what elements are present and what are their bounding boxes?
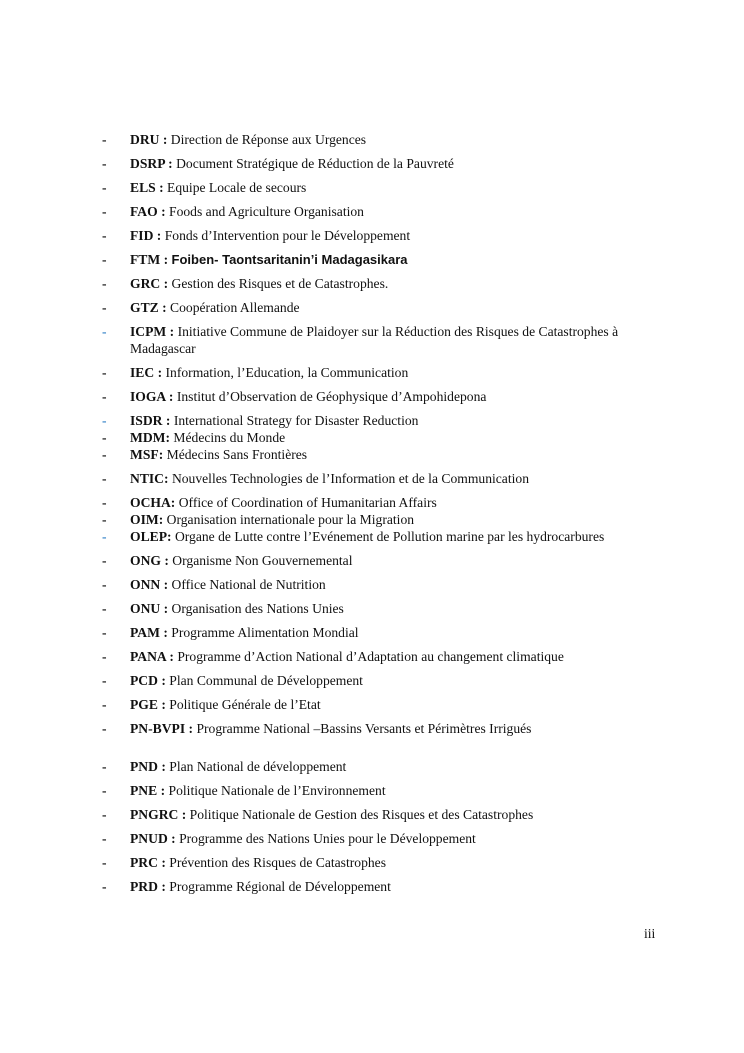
acronym: PNE : bbox=[130, 783, 166, 798]
definition: Médecins du Monde bbox=[173, 430, 286, 445]
acronym: PRC : bbox=[130, 855, 166, 870]
acronym: ONG : bbox=[130, 553, 169, 568]
acronym: GRC : bbox=[130, 276, 169, 291]
bullet-dash: - bbox=[102, 204, 107, 219]
bullet-dash: - bbox=[102, 625, 107, 640]
acronym: FID : bbox=[130, 228, 162, 243]
acronym: MDM: bbox=[130, 430, 171, 445]
acronym: MSF: bbox=[130, 447, 164, 462]
definition: Foiben- Taontsaritanin’i Madagasikara bbox=[171, 252, 408, 267]
acronym: PANA : bbox=[130, 649, 174, 664]
definition: Institut d’Observation de Géophysique d’Ampohidepona bbox=[176, 389, 487, 404]
definition: Organisation des Nations Unies bbox=[171, 601, 344, 616]
definition: Foods and Agriculture Organisation bbox=[169, 204, 364, 219]
acronym: ONN : bbox=[130, 577, 169, 592]
bullet-dash: - bbox=[102, 855, 107, 870]
definition: Document Stratégique de Réduction de la Pauvreté bbox=[176, 156, 454, 171]
definition: Programme d’Action National d’Adaptation au changement climatique bbox=[177, 649, 564, 664]
bullet-dash: - bbox=[102, 413, 107, 428]
bullet-dash: - bbox=[102, 471, 107, 486]
bullet-dash: - bbox=[102, 529, 107, 544]
bullet-dash: - bbox=[102, 831, 107, 846]
acronym: DSRP : bbox=[130, 156, 173, 171]
acronym: PND : bbox=[130, 759, 166, 774]
definition: Coopération Allemande bbox=[170, 300, 300, 315]
acronym: FTM : bbox=[130, 252, 169, 267]
bullet-dash: - bbox=[102, 807, 107, 822]
acronym: ICPM : bbox=[130, 324, 175, 339]
acronym: OIM: bbox=[130, 512, 164, 527]
definition: Initiative Commune de Plaidoyer sur la Réduction des Risques de Catastrophes à Madagascar bbox=[130, 324, 619, 356]
acronym: PRD : bbox=[130, 879, 166, 894]
bullet-dash: - bbox=[102, 759, 107, 774]
definition: Fonds d’Intervention pour le Développement bbox=[164, 228, 411, 243]
bullet-dash: - bbox=[102, 365, 107, 380]
bullet-dash: - bbox=[102, 553, 107, 568]
definition: Programme Alimentation Mondial bbox=[171, 625, 359, 640]
definition: Programme Régional de Développement bbox=[169, 879, 391, 894]
bullet-dash: - bbox=[102, 577, 107, 592]
bullet-dash: - bbox=[102, 228, 107, 243]
acronym: PNGRC : bbox=[130, 807, 187, 822]
definition: Office National de Nutrition bbox=[171, 577, 326, 592]
definition: Politique Nationale de Gestion des Risques et des Catastrophes bbox=[189, 807, 534, 822]
bullet-dash: - bbox=[102, 721, 107, 736]
definition: Prévention des Risques de Catastrophes bbox=[169, 855, 386, 870]
definition: Politique Nationale de l’Environnement bbox=[168, 783, 386, 798]
definition: Médecins Sans Frontières bbox=[166, 447, 308, 462]
definition: Politique Générale de l’Etat bbox=[169, 697, 321, 712]
bullet-dash: - bbox=[102, 673, 107, 688]
bullet-dash: - bbox=[102, 649, 107, 664]
acronym: PCD : bbox=[130, 673, 166, 688]
bullet-dash: - bbox=[102, 389, 107, 404]
definition: Plan Communal de Développement bbox=[169, 673, 363, 688]
acronym: PNUD : bbox=[130, 831, 176, 846]
bullet-dash: - bbox=[102, 783, 107, 798]
definition: Organe de Lutte contre l’Evénement de Pollution marine par les hydrocarbures bbox=[174, 529, 605, 544]
bullet-dash: - bbox=[102, 697, 107, 712]
acronym: ELS : bbox=[130, 180, 164, 195]
acronym: FAO : bbox=[130, 204, 166, 219]
acronym: ISDR : bbox=[130, 413, 171, 428]
definition: Organisation internationale pour la Migration bbox=[166, 512, 415, 527]
acronym: IEC : bbox=[130, 365, 163, 380]
bullet-dash: - bbox=[102, 430, 107, 445]
page-number: iii bbox=[644, 926, 656, 941]
definition: Equipe Locale de secours bbox=[167, 180, 307, 195]
bullet-dash: - bbox=[102, 879, 107, 894]
bullet-dash: - bbox=[102, 512, 107, 527]
acronym: GTZ : bbox=[130, 300, 167, 315]
definition: Organisme Non Gouvernemental bbox=[172, 553, 353, 568]
definition: Direction de Réponse aux Urgences bbox=[170, 132, 367, 147]
definition: Plan National de développement bbox=[169, 759, 347, 774]
definition: International Strategy for Disaster Reduction bbox=[173, 413, 419, 428]
acronym: DRU : bbox=[130, 132, 168, 147]
acronym: PN-BVPI : bbox=[130, 721, 194, 736]
bullet-dash: - bbox=[102, 447, 107, 462]
acronym: PAM : bbox=[130, 625, 168, 640]
acronym: IOGA : bbox=[130, 389, 174, 404]
acronym: PGE : bbox=[130, 697, 166, 712]
definition: Office of Coordination of Humanitarian Affairs bbox=[178, 495, 437, 510]
bullet-dash: - bbox=[102, 601, 107, 616]
definition: Gestion des Risques et de Catastrophes. bbox=[171, 276, 389, 291]
acronym: OLEP: bbox=[130, 529, 172, 544]
bullet-dash: - bbox=[102, 252, 107, 267]
bullet-dash: - bbox=[102, 156, 107, 171]
bullet-dash: - bbox=[102, 324, 107, 339]
acronym: ONU : bbox=[130, 601, 169, 616]
acronym: OCHA: bbox=[130, 495, 176, 510]
bullet-dash: - bbox=[102, 495, 107, 510]
bullet-dash: - bbox=[102, 276, 107, 291]
definition: Information, l’Education, la Communication bbox=[165, 365, 409, 380]
bullet-dash: - bbox=[102, 300, 107, 315]
definition: Programme des Nations Unies pour le Développement bbox=[179, 831, 476, 846]
definition: Nouvelles Technologies de l’Information et de la Communication bbox=[171, 471, 529, 486]
acronym: NTIC: bbox=[130, 471, 169, 486]
bullet-dash: - bbox=[102, 132, 107, 147]
bullet-dash: - bbox=[102, 180, 107, 195]
definition: Programme National –Bassins Versants et Périmètres Irrigués bbox=[196, 721, 532, 736]
